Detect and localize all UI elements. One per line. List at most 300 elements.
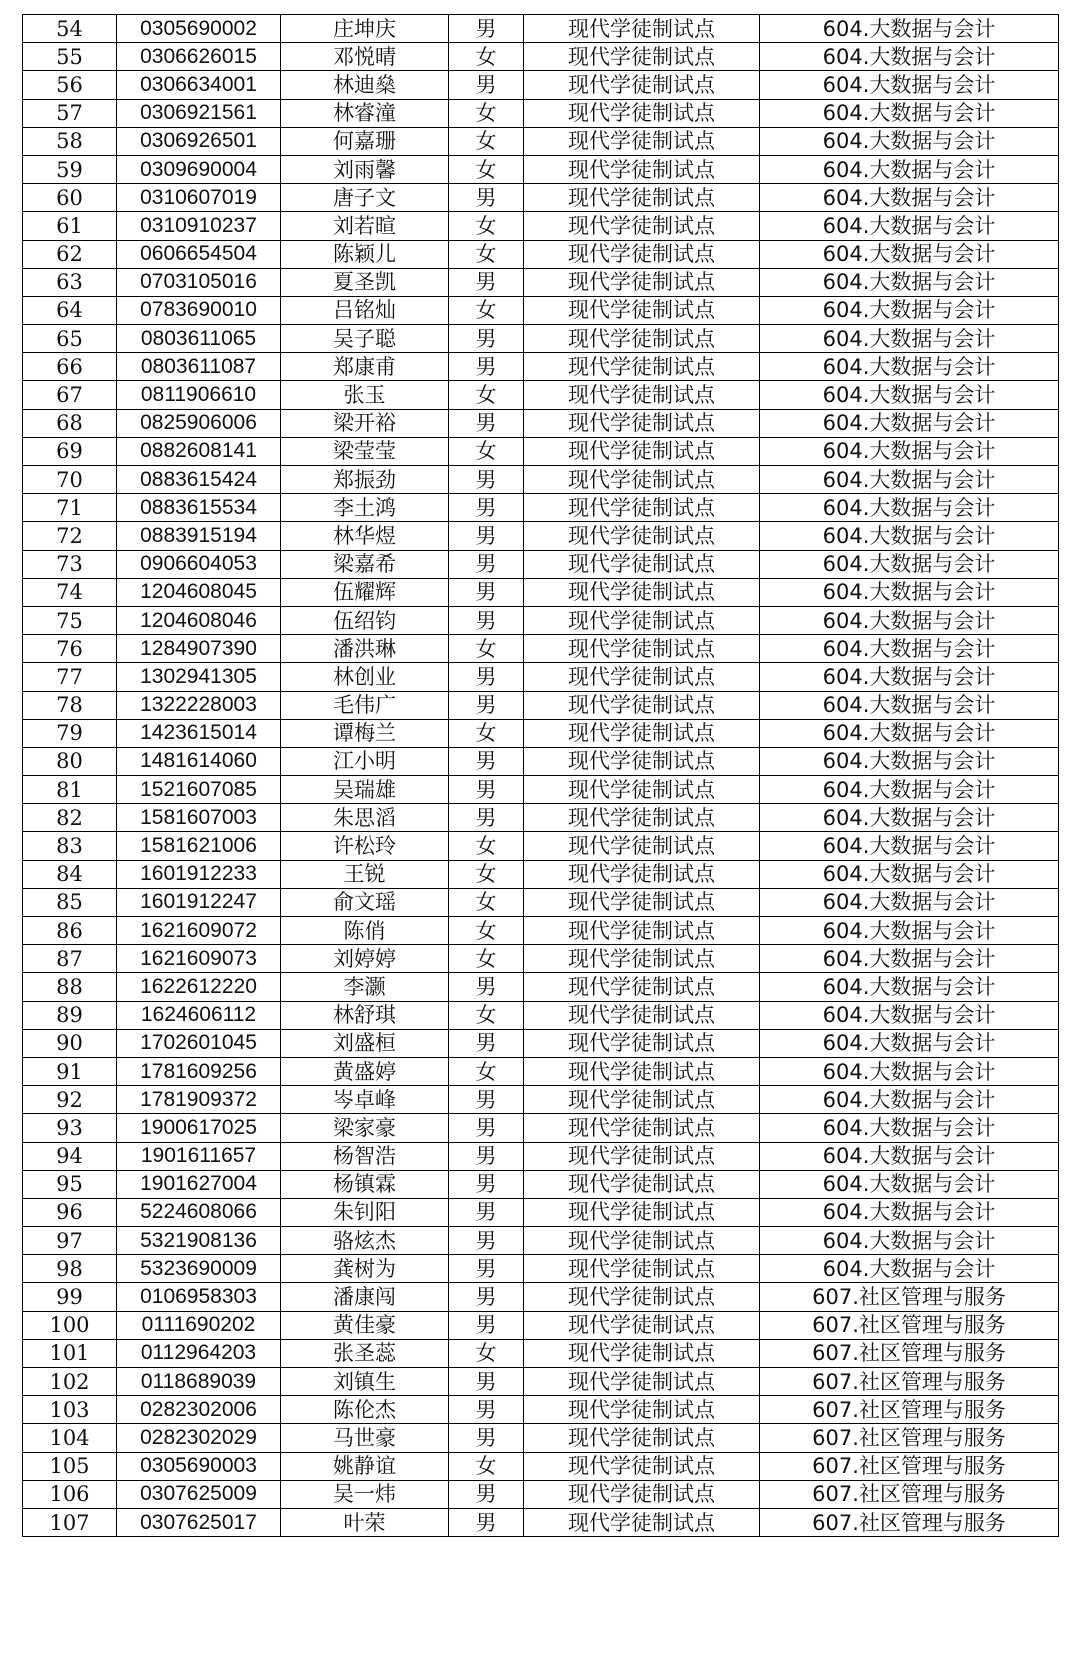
major-cell: 604.大数据与会计 <box>760 127 1059 155</box>
major-cell: 604.大数据与会计 <box>760 691 1059 719</box>
enrollment-type-cell: 现代学徒制试点 <box>524 663 760 691</box>
student-id-cell: 0811906610 <box>117 381 281 409</box>
student-name-cell: 梁嘉希 <box>281 550 449 578</box>
student-id-cell: 0883615534 <box>117 494 281 522</box>
gender-cell: 女 <box>449 1057 524 1085</box>
enrollment-type-cell: 现代学徒制试点 <box>524 1452 760 1480</box>
row-number-cell: 63 <box>23 268 117 296</box>
row-number-cell: 75 <box>23 606 117 634</box>
student-name-cell: 林迪燊 <box>281 71 449 99</box>
student-name-cell: 刘若暄 <box>281 212 449 240</box>
table-row <box>23 381 1059 409</box>
student-id-cell: 0282302029 <box>117 1424 281 1452</box>
gender-cell: 男 <box>449 184 524 212</box>
student-name-cell: 朱钊阳 <box>281 1198 449 1226</box>
row-number-cell: 65 <box>23 325 117 353</box>
table-row <box>23 466 1059 494</box>
table-row <box>23 494 1059 522</box>
student-name-cell: 杨镇霖 <box>281 1170 449 1198</box>
enrollment-type-cell: 现代学徒制试点 <box>524 127 760 155</box>
row-number-cell: 103 <box>23 1396 117 1424</box>
enrollment-type-cell: 现代学徒制试点 <box>524 409 760 437</box>
gender-cell: 女 <box>449 917 524 945</box>
student-name-cell: 邓悦晴 <box>281 43 449 71</box>
major-cell: 604.大数据与会计 <box>760 437 1059 465</box>
enrollment-type-cell: 现代学徒制试点 <box>524 494 760 522</box>
student-id-cell: 0309690004 <box>117 155 281 183</box>
table-row <box>23 1227 1059 1255</box>
enrollment-type-cell: 现代学徒制试点 <box>524 1368 760 1396</box>
table-row <box>23 832 1059 860</box>
enrollment-type-cell: 现代学徒制试点 <box>524 1255 760 1283</box>
row-number-cell: 89 <box>23 1001 117 1029</box>
student-name-cell: 刘镇生 <box>281 1368 449 1396</box>
gender-cell: 女 <box>449 99 524 127</box>
gender-cell: 男 <box>449 747 524 775</box>
row-number-cell: 107 <box>23 1508 117 1536</box>
gender-cell: 男 <box>449 1029 524 1057</box>
table-row <box>23 43 1059 71</box>
row-number-cell: 85 <box>23 888 117 916</box>
gender-cell: 男 <box>449 1424 524 1452</box>
row-number-cell: 69 <box>23 437 117 465</box>
major-cell: 604.大数据与会计 <box>760 973 1059 1001</box>
student-id-cell: 0825906006 <box>117 409 281 437</box>
student-name-cell: 朱思滔 <box>281 804 449 832</box>
enrollment-type-cell: 现代学徒制试点 <box>524 973 760 1001</box>
gender-cell: 男 <box>449 550 524 578</box>
major-cell: 604.大数据与会计 <box>760 1057 1059 1085</box>
student-name-cell: 吴子聪 <box>281 325 449 353</box>
student-name-cell: 刘盛桓 <box>281 1029 449 1057</box>
major-cell: 604.大数据与会计 <box>760 15 1059 43</box>
student-name-cell: 郑康甫 <box>281 353 449 381</box>
enrollment-type-cell: 现代学徒制试点 <box>524 1114 760 1142</box>
student-id-cell: 0703105016 <box>117 268 281 296</box>
gender-cell: 男 <box>449 71 524 99</box>
student-name-cell: 叶荣 <box>281 1508 449 1536</box>
gender-cell: 男 <box>449 1227 524 1255</box>
gender-cell: 男 <box>449 1255 524 1283</box>
gender-cell: 女 <box>449 635 524 663</box>
row-number-cell: 80 <box>23 747 117 775</box>
student-name-cell: 梁家豪 <box>281 1114 449 1142</box>
gender-cell: 男 <box>449 1283 524 1311</box>
enrollment-type-cell: 现代学徒制试点 <box>524 860 760 888</box>
student-id-cell: 1621609072 <box>117 917 281 945</box>
gender-cell: 男 <box>449 268 524 296</box>
table-row <box>23 1057 1059 1085</box>
row-number-cell: 91 <box>23 1057 117 1085</box>
enrollment-type-cell: 现代学徒制试点 <box>524 888 760 916</box>
row-number-cell: 97 <box>23 1227 117 1255</box>
major-cell: 604.大数据与会计 <box>760 888 1059 916</box>
major-cell: 604.大数据与会计 <box>760 184 1059 212</box>
student-name-cell: 俞文瑶 <box>281 888 449 916</box>
major-cell: 604.大数据与会计 <box>760 381 1059 409</box>
gender-cell: 男 <box>449 606 524 634</box>
enrollment-type-cell: 现代学徒制试点 <box>524 1142 760 1170</box>
student-name-cell: 江小明 <box>281 747 449 775</box>
table-row <box>23 1255 1059 1283</box>
major-cell: 604.大数据与会计 <box>760 268 1059 296</box>
student-id-cell: 1901611657 <box>117 1142 281 1170</box>
student-name-cell: 夏圣凯 <box>281 268 449 296</box>
table-row <box>23 1001 1059 1029</box>
row-number-cell: 88 <box>23 973 117 1001</box>
enrollment-type-cell: 现代学徒制试点 <box>524 240 760 268</box>
enrollment-type-cell: 现代学徒制试点 <box>524 296 760 324</box>
gender-cell: 男 <box>449 663 524 691</box>
enrollment-type-cell: 现代学徒制试点 <box>524 1339 760 1367</box>
table-row <box>23 184 1059 212</box>
table-row <box>23 99 1059 127</box>
row-number-cell: 94 <box>23 1142 117 1170</box>
major-cell: 604.大数据与会计 <box>760 1086 1059 1114</box>
gender-cell: 女 <box>449 888 524 916</box>
enrollment-type-cell: 现代学徒制试点 <box>524 691 760 719</box>
student-id-cell: 0310910237 <box>117 212 281 240</box>
student-name-cell: 吴瑞雄 <box>281 776 449 804</box>
row-number-cell: 64 <box>23 296 117 324</box>
row-number-cell: 101 <box>23 1339 117 1367</box>
row-number-cell: 81 <box>23 776 117 804</box>
table-row <box>23 522 1059 550</box>
enrollment-type-cell: 现代学徒制试点 <box>524 1057 760 1085</box>
row-number-cell: 102 <box>23 1368 117 1396</box>
gender-cell: 男 <box>449 804 524 832</box>
student-name-cell: 许松玲 <box>281 832 449 860</box>
major-cell: 604.大数据与会计 <box>760 1001 1059 1029</box>
major-cell: 604.大数据与会计 <box>760 71 1059 99</box>
table-row <box>23 1086 1059 1114</box>
enrollment-type-cell: 现代学徒制试点 <box>524 71 760 99</box>
gender-cell: 男 <box>449 15 524 43</box>
major-cell: 604.大数据与会计 <box>760 1142 1059 1170</box>
roster-body <box>23 15 1059 1537</box>
gender-cell: 男 <box>449 578 524 606</box>
table-row <box>23 1368 1059 1396</box>
student-roster-table <box>22 14 1059 1537</box>
major-cell: 607.社区管理与服务 <box>760 1480 1059 1508</box>
major-cell: 607.社区管理与服务 <box>760 1311 1059 1339</box>
major-cell: 604.大数据与会计 <box>760 747 1059 775</box>
student-id-cell: 0882608141 <box>117 437 281 465</box>
table-row <box>23 1311 1059 1339</box>
student-id-cell: 1702601045 <box>117 1029 281 1057</box>
gender-cell: 女 <box>449 240 524 268</box>
gender-cell: 女 <box>449 43 524 71</box>
major-cell: 604.大数据与会计 <box>760 832 1059 860</box>
gender-cell: 女 <box>449 1339 524 1367</box>
gender-cell: 男 <box>449 325 524 353</box>
table-row <box>23 663 1059 691</box>
row-number-cell: 96 <box>23 1198 117 1226</box>
student-id-cell: 0803611087 <box>117 353 281 381</box>
gender-cell: 女 <box>449 1001 524 1029</box>
enrollment-type-cell: 现代学徒制试点 <box>524 1283 760 1311</box>
gender-cell: 女 <box>449 832 524 860</box>
student-id-cell: 0306626015 <box>117 43 281 71</box>
table-row <box>23 776 1059 804</box>
table-row <box>23 719 1059 747</box>
gender-cell: 女 <box>449 155 524 183</box>
student-name-cell: 郑振劲 <box>281 466 449 494</box>
table-row <box>23 1142 1059 1170</box>
student-id-cell: 0112964203 <box>117 1339 281 1367</box>
table-row <box>23 155 1059 183</box>
table-row <box>23 240 1059 268</box>
table-row <box>23 268 1059 296</box>
gender-cell: 男 <box>449 494 524 522</box>
gender-cell: 男 <box>449 466 524 494</box>
enrollment-type-cell: 现代学徒制试点 <box>524 268 760 296</box>
major-cell: 604.大数据与会计 <box>760 1170 1059 1198</box>
gender-cell: 男 <box>449 1508 524 1536</box>
student-id-cell: 1624606112 <box>117 1001 281 1029</box>
student-id-cell: 0783690010 <box>117 296 281 324</box>
student-id-cell: 1302941305 <box>117 663 281 691</box>
major-cell: 604.大数据与会计 <box>760 212 1059 240</box>
enrollment-type-cell: 现代学徒制试点 <box>524 578 760 606</box>
student-name-cell: 刘婷婷 <box>281 945 449 973</box>
major-cell: 607.社区管理与服务 <box>760 1283 1059 1311</box>
gender-cell: 男 <box>449 776 524 804</box>
major-cell: 604.大数据与会计 <box>760 353 1059 381</box>
student-id-cell: 0906604053 <box>117 550 281 578</box>
student-name-cell: 张圣蕊 <box>281 1339 449 1367</box>
major-cell: 604.大数据与会计 <box>760 522 1059 550</box>
student-name-cell: 伍绍钧 <box>281 606 449 634</box>
major-cell: 604.大数据与会计 <box>760 917 1059 945</box>
table-row <box>23 127 1059 155</box>
enrollment-type-cell: 现代学徒制试点 <box>524 325 760 353</box>
table-row <box>23 888 1059 916</box>
row-number-cell: 68 <box>23 409 117 437</box>
row-number-cell: 56 <box>23 71 117 99</box>
row-number-cell: 79 <box>23 719 117 747</box>
student-name-cell: 林舒琪 <box>281 1001 449 1029</box>
enrollment-type-cell: 现代学徒制试点 <box>524 1227 760 1255</box>
major-cell: 604.大数据与会计 <box>760 804 1059 832</box>
row-number-cell: 98 <box>23 1255 117 1283</box>
student-id-cell: 0883915194 <box>117 522 281 550</box>
table-row <box>23 296 1059 324</box>
enrollment-type-cell: 现代学徒制试点 <box>524 212 760 240</box>
gender-cell: 女 <box>449 945 524 973</box>
student-id-cell: 1581621006 <box>117 832 281 860</box>
student-name-cell: 李灏 <box>281 973 449 1001</box>
student-id-cell: 5323690009 <box>117 1255 281 1283</box>
table-row <box>23 1424 1059 1452</box>
student-name-cell: 马世豪 <box>281 1424 449 1452</box>
student-id-cell: 0111690202 <box>117 1311 281 1339</box>
major-cell: 604.大数据与会计 <box>760 945 1059 973</box>
gender-cell: 男 <box>449 973 524 1001</box>
student-name-cell: 陈伦杰 <box>281 1396 449 1424</box>
table-row <box>23 804 1059 832</box>
table-row <box>23 1170 1059 1198</box>
student-id-cell: 0803611065 <box>117 325 281 353</box>
enrollment-type-cell: 现代学徒制试点 <box>524 550 760 578</box>
table-row <box>23 1480 1059 1508</box>
student-id-cell: 0306926501 <box>117 127 281 155</box>
row-number-cell: 66 <box>23 353 117 381</box>
gender-cell: 女 <box>449 212 524 240</box>
enrollment-type-cell: 现代学徒制试点 <box>524 917 760 945</box>
student-name-cell: 王锐 <box>281 860 449 888</box>
major-cell: 604.大数据与会计 <box>760 296 1059 324</box>
gender-cell: 男 <box>449 1114 524 1142</box>
gender-cell: 男 <box>449 1170 524 1198</box>
student-id-cell: 1901627004 <box>117 1170 281 1198</box>
table-row <box>23 212 1059 240</box>
row-number-cell: 86 <box>23 917 117 945</box>
enrollment-type-cell: 现代学徒制试点 <box>524 1086 760 1114</box>
student-id-cell: 1423615014 <box>117 719 281 747</box>
table-row <box>23 1339 1059 1367</box>
row-number-cell: 93 <box>23 1114 117 1142</box>
student-name-cell: 吴一炜 <box>281 1480 449 1508</box>
enrollment-type-cell: 现代学徒制试点 <box>524 522 760 550</box>
enrollment-type-cell: 现代学徒制试点 <box>524 353 760 381</box>
student-name-cell: 杨智浩 <box>281 1142 449 1170</box>
student-name-cell: 吕铭灿 <box>281 296 449 324</box>
major-cell: 604.大数据与会计 <box>760 578 1059 606</box>
major-cell: 604.大数据与会计 <box>760 776 1059 804</box>
major-cell: 604.大数据与会计 <box>760 663 1059 691</box>
row-number-cell: 92 <box>23 1086 117 1114</box>
row-number-cell: 61 <box>23 212 117 240</box>
student-roster-page <box>22 14 1058 1537</box>
enrollment-type-cell: 现代学徒制试点 <box>524 1424 760 1452</box>
enrollment-type-cell: 现代学徒制试点 <box>524 1311 760 1339</box>
student-id-cell: 0306921561 <box>117 99 281 127</box>
major-cell: 604.大数据与会计 <box>760 240 1059 268</box>
table-row <box>23 550 1059 578</box>
row-number-cell: 58 <box>23 127 117 155</box>
enrollment-type-cell: 现代学徒制试点 <box>524 381 760 409</box>
enrollment-type-cell: 现代学徒制试点 <box>524 1029 760 1057</box>
enrollment-type-cell: 现代学徒制试点 <box>524 804 760 832</box>
major-cell: 604.大数据与会计 <box>760 719 1059 747</box>
row-number-cell: 54 <box>23 15 117 43</box>
student-id-cell: 5321908136 <box>117 1227 281 1255</box>
student-name-cell: 林睿潼 <box>281 99 449 127</box>
table-row <box>23 1283 1059 1311</box>
major-cell: 604.大数据与会计 <box>760 409 1059 437</box>
major-cell: 607.社区管理与服务 <box>760 1508 1059 1536</box>
table-row <box>23 437 1059 465</box>
enrollment-type-cell: 现代学徒制试点 <box>524 635 760 663</box>
gender-cell: 男 <box>449 1480 524 1508</box>
major-cell: 604.大数据与会计 <box>760 155 1059 183</box>
gender-cell: 男 <box>449 1086 524 1114</box>
major-cell: 604.大数据与会计 <box>760 550 1059 578</box>
student-id-cell: 0305690002 <box>117 15 281 43</box>
row-number-cell: 57 <box>23 99 117 127</box>
table-row <box>23 945 1059 973</box>
row-number-cell: 84 <box>23 860 117 888</box>
row-number-cell: 55 <box>23 43 117 71</box>
row-number-cell: 105 <box>23 1452 117 1480</box>
enrollment-type-cell: 现代学徒制试点 <box>524 832 760 860</box>
enrollment-type-cell: 现代学徒制试点 <box>524 155 760 183</box>
row-number-cell: 71 <box>23 494 117 522</box>
student-name-cell: 姚静谊 <box>281 1452 449 1480</box>
gender-cell: 男 <box>449 691 524 719</box>
table-row <box>23 1396 1059 1424</box>
row-number-cell: 87 <box>23 945 117 973</box>
student-id-cell: 0310607019 <box>117 184 281 212</box>
student-id-cell: 0307625017 <box>117 1508 281 1536</box>
student-name-cell: 潘康闯 <box>281 1283 449 1311</box>
student-name-cell: 潘洪琳 <box>281 635 449 663</box>
gender-cell: 男 <box>449 353 524 381</box>
major-cell: 607.社区管理与服务 <box>760 1452 1059 1480</box>
gender-cell: 女 <box>449 719 524 747</box>
student-id-cell: 1900617025 <box>117 1114 281 1142</box>
enrollment-type-cell: 现代学徒制试点 <box>524 945 760 973</box>
student-id-cell: 1781609256 <box>117 1057 281 1085</box>
row-number-cell: 67 <box>23 381 117 409</box>
major-cell: 604.大数据与会计 <box>760 635 1059 663</box>
gender-cell: 女 <box>449 296 524 324</box>
student-id-cell: 1581607003 <box>117 804 281 832</box>
enrollment-type-cell: 现代学徒制试点 <box>524 184 760 212</box>
row-number-cell: 82 <box>23 804 117 832</box>
enrollment-type-cell: 现代学徒制试点 <box>524 1170 760 1198</box>
major-cell: 604.大数据与会计 <box>760 325 1059 353</box>
row-number-cell: 78 <box>23 691 117 719</box>
gender-cell: 男 <box>449 522 524 550</box>
major-cell: 604.大数据与会计 <box>760 1255 1059 1283</box>
major-cell: 604.大数据与会计 <box>760 606 1059 634</box>
student-id-cell: 1601912247 <box>117 888 281 916</box>
gender-cell: 男 <box>449 1311 524 1339</box>
student-id-cell: 1521607085 <box>117 776 281 804</box>
student-name-cell: 梁开裕 <box>281 409 449 437</box>
enrollment-type-cell: 现代学徒制试点 <box>524 747 760 775</box>
student-name-cell: 伍耀辉 <box>281 578 449 606</box>
student-name-cell: 龚树为 <box>281 1255 449 1283</box>
major-cell: 604.大数据与会计 <box>760 1198 1059 1226</box>
enrollment-type-cell: 现代学徒制试点 <box>524 466 760 494</box>
gender-cell: 女 <box>449 1452 524 1480</box>
gender-cell: 女 <box>449 437 524 465</box>
student-name-cell: 刘雨馨 <box>281 155 449 183</box>
student-id-cell: 1204608045 <box>117 578 281 606</box>
student-name-cell: 唐子文 <box>281 184 449 212</box>
student-name-cell: 黄盛婷 <box>281 1057 449 1085</box>
student-id-cell: 0118689039 <box>117 1368 281 1396</box>
student-name-cell: 梁莹莹 <box>281 437 449 465</box>
enrollment-type-cell: 现代学徒制试点 <box>524 606 760 634</box>
table-row <box>23 1452 1059 1480</box>
gender-cell: 男 <box>449 409 524 437</box>
major-cell: 604.大数据与会计 <box>760 860 1059 888</box>
student-id-cell: 0106958303 <box>117 1283 281 1311</box>
row-number-cell: 74 <box>23 578 117 606</box>
major-cell: 604.大数据与会计 <box>760 1029 1059 1057</box>
table-row <box>23 71 1059 99</box>
student-name-cell: 陈颖儿 <box>281 240 449 268</box>
table-row <box>23 1029 1059 1057</box>
student-id-cell: 1622612220 <box>117 973 281 1001</box>
row-number-cell: 70 <box>23 466 117 494</box>
table-row <box>23 1508 1059 1536</box>
row-number-cell: 60 <box>23 184 117 212</box>
